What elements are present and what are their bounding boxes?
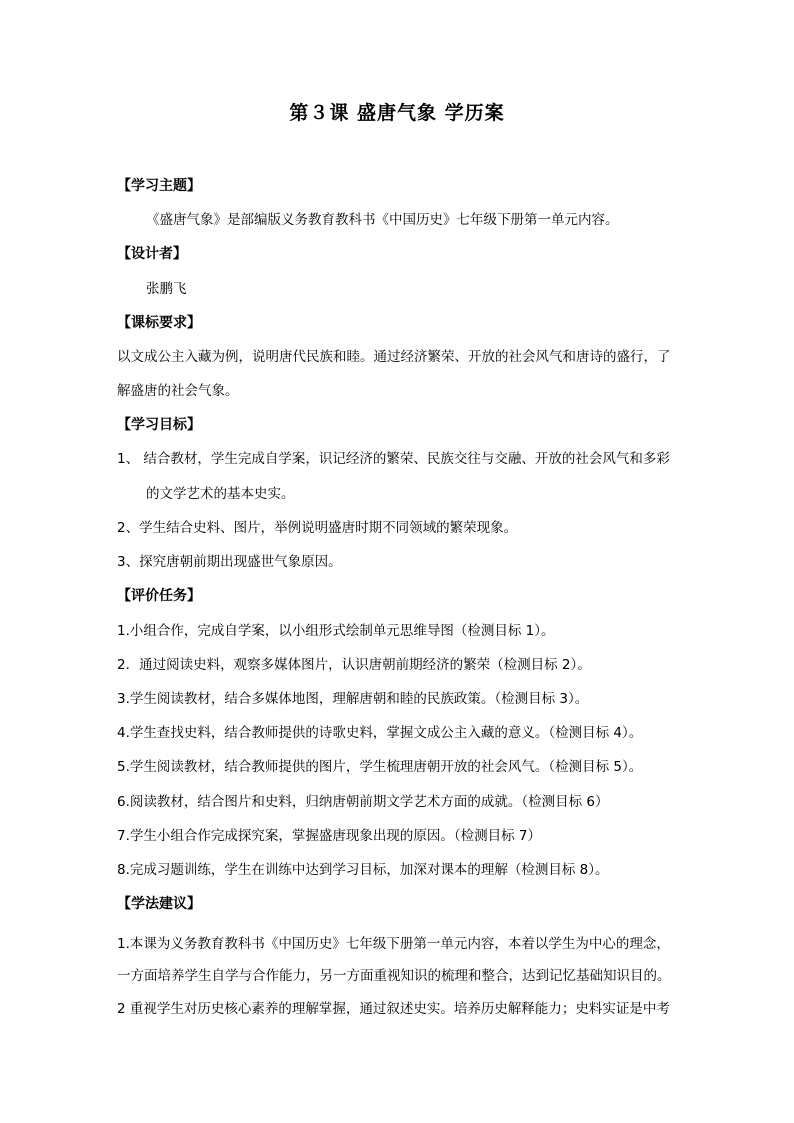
- theme-text: 《盛唐气象》是部编版义务教育教科书《中国历史》七年级下册第一单元内容。: [146, 212, 619, 228]
- section-heading-goals: 【学习目标】: [117, 417, 201, 433]
- section-heading-theme: 【学习主题】: [117, 178, 201, 194]
- advice-line: 2 重视学生对历史核心素养的理解掌握，通过叙述史实。培养历史解释能力；史料实证是中考: [117, 1001, 670, 1017]
- page-title: 第３课 盛唐气象 学历案: [289, 102, 505, 124]
- section-heading-advice: 【学法建议】: [117, 896, 201, 912]
- standard-line: 解盛唐的社会气象。: [117, 383, 239, 399]
- task-item: 6.阅读教材，结合图片和史料，归纳唐朝前期文学艺术方面的成就。（检测目标 6）: [117, 794, 609, 810]
- task-item: 4.学生查找史料，结合教师提供的诗歌史料，掌握文成公主入藏的意义。（检测目标 4）。: [117, 725, 643, 741]
- advice-line: 1.本课为义务教育教科书《中国历史》七年级下册第一单元内容，本着以学生为中心的理念，: [117, 936, 670, 952]
- section-heading-tasks: 【评价任务】: [117, 588, 201, 604]
- task-item: 2．通过阅读史料，观察多媒体图片，认识唐朝前期经济的繁荣（检测目标 2）。: [117, 657, 591, 673]
- goal-item: 2、学生结合史料、图片，举例说明盛唐时期不同领域的繁荣现象。: [117, 520, 518, 536]
- goal-item: 3、探究唐朝前期出现盛世气象原因。: [117, 554, 342, 570]
- task-item: 8.完成习题训练，学生在训练中达到学习目标，加深对课本的理解（检测目标 8）。: [117, 862, 609, 878]
- section-heading-designer: 【设计者】: [117, 246, 187, 262]
- advice-line: 一方面培养学生自学与合作能力，另一方面重视知识的梳理和整合，达到记忆基础知识目的。: [117, 968, 671, 984]
- task-item: 5.学生阅读教材，结合教师提供的图片，学生梳理唐朝开放的社会风气。（检测目标 5）。: [117, 759, 643, 775]
- goal-item-continuation: 的文学艺术的基本史实。: [146, 486, 295, 502]
- task-item: 7.学生小组合作完成探究案，掌握盛唐现象出现的原因。（检测目标 7）: [117, 828, 542, 844]
- goal-item: 1、 结合教材，学生完成自学案，识记经济的繁荣、民族交往与交融、开放的社会风气和多彩: [117, 451, 670, 467]
- section-heading-standard: 【课标要求】: [117, 315, 201, 331]
- designer-name: 张鹏飞: [146, 281, 187, 297]
- task-item: 1.小组合作，完成自学案，以小组形式绘制单元思维导图（检测目标 1）。: [117, 623, 555, 639]
- task-item: 3.学生阅读教材，结合多媒体地图，理解唐朝和睦的民族政策。（检测目标 3）。: [117, 691, 589, 707]
- standard-line: 以文成公主入藏为例，说明唐代民族和睦。通过经济繁荣、开放的社会风气和唐诗的盛行，了: [117, 349, 671, 365]
